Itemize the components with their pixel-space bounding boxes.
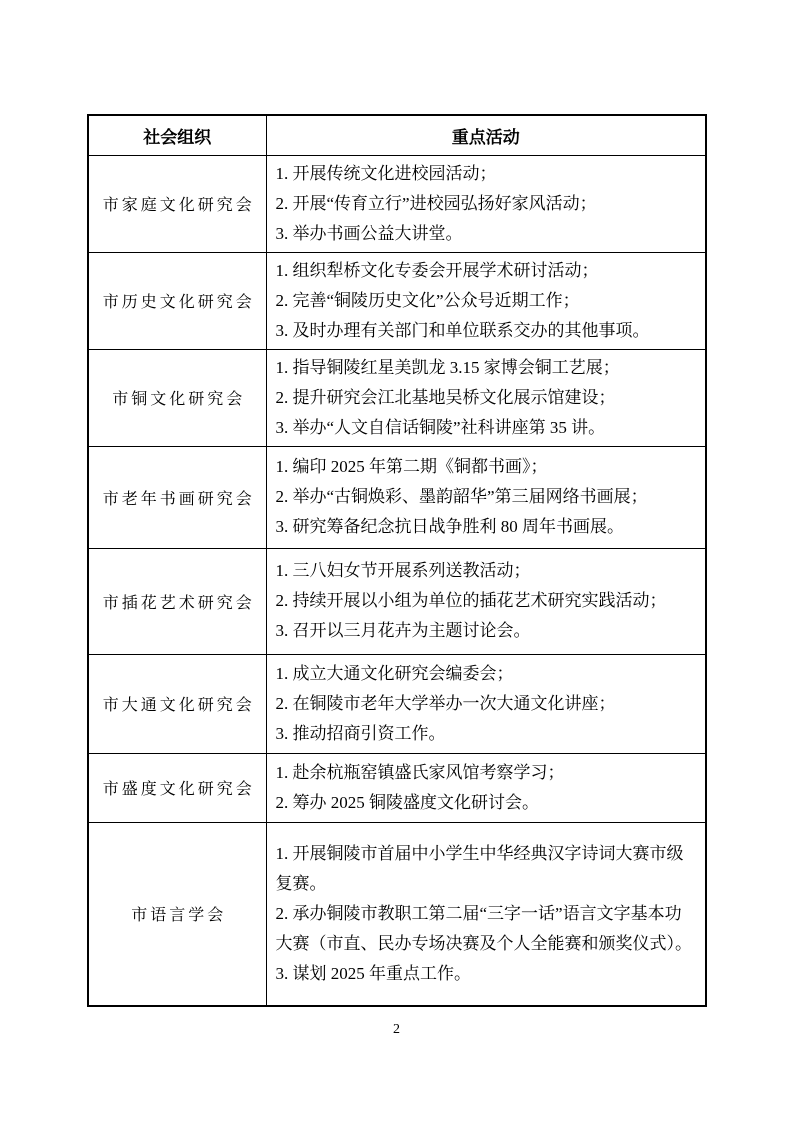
activity-item: 1. 组织犁桥文化专委会开展学术研讨活动； bbox=[275, 260, 599, 280]
header-cell-organization: 社会组织 bbox=[88, 115, 266, 155]
activity-item: 3. 研究筹备纪念抗日战争胜利 80 周年书画展。 bbox=[275, 517, 624, 536]
activity-item: 1. 指导铜陵红星美凯龙 3.15 家博会铜工艺展； bbox=[275, 357, 620, 377]
organization-name: 市插花艺术研究会 bbox=[88, 548, 266, 654]
activities-cell bbox=[266, 155, 706, 252]
activity-item: 2. 举办“古铜焕彩、墨韵韶华”第三届网络书画展； bbox=[275, 487, 648, 506]
activity-item: 1. 赴余杭瓶窑镇盛氏家风馆考察学习； bbox=[275, 762, 565, 782]
activity-item: 2. 开展“传育立行”进校园弘扬好家风活动； bbox=[275, 193, 597, 213]
activity-item: 2. 在铜陵市老年大学举办一次大通文化讲座； bbox=[275, 693, 616, 713]
table-header-row bbox=[88, 115, 706, 155]
table-row bbox=[88, 155, 706, 252]
organization-name: 市家庭文化研究会 bbox=[88, 155, 266, 252]
organization-name: 市老年书画研究会 bbox=[88, 446, 266, 548]
table-row bbox=[88, 822, 706, 1006]
activity-item: 2. 提升研究会江北基地吴桥文化展示馆建设； bbox=[275, 387, 616, 407]
organization-name: 市历史文化研究会 bbox=[88, 252, 266, 349]
activities-cell bbox=[266, 654, 706, 753]
activity-item: 1. 成立大通文化研究会编委会； bbox=[275, 663, 514, 683]
activity-item: 2. 筹办 2025 铜陵盛度文化研讨会。 bbox=[275, 792, 539, 812]
table-row bbox=[88, 252, 706, 349]
table-row bbox=[88, 446, 706, 548]
table-row bbox=[88, 753, 706, 822]
organization-name: 市盛度文化研究会 bbox=[88, 753, 266, 822]
activities-table bbox=[87, 114, 707, 1007]
page-number: 2 bbox=[393, 1022, 400, 1037]
activity-item: 2. 完善“铜陵历史文化”公众号近期工作； bbox=[275, 290, 580, 310]
header-cell-activities: 重点活动 bbox=[266, 115, 706, 155]
activities-cell bbox=[266, 753, 706, 822]
activity-item: 3. 及时办理有关部门和单位联系交办的其他事项。 bbox=[275, 320, 650, 340]
activity-item: 3. 举办书画公益大讲堂。 bbox=[275, 223, 463, 243]
activity-item: 3. 举办“人文自信话铜陵”社科讲座第 35 讲。 bbox=[275, 417, 606, 437]
activities-cell bbox=[266, 822, 706, 1006]
activities-cell bbox=[266, 548, 706, 654]
activity-item: 1. 开展铜陵市首届中小学生中华经典汉字诗词大赛市级复赛。 bbox=[275, 843, 684, 893]
activity-item: 1. 编印 2025 年第二期《铜都书画》； bbox=[275, 457, 548, 476]
activity-item: 2. 承办铜陵市教职工第二届“三字一话”语言文字基本功大赛（市直、民办专场决赛及个人全能赛和颁奖仪式）。 bbox=[275, 903, 692, 953]
activity-item: 2. 持续开展以小组为单位的插花艺术研究实践活动； bbox=[275, 591, 667, 610]
activities-cell bbox=[266, 349, 706, 446]
table-body bbox=[88, 155, 706, 1006]
activity-item: 3. 推动招商引资工作。 bbox=[275, 723, 446, 743]
organization-name: 市大通文化研究会 bbox=[88, 654, 266, 753]
table-row bbox=[88, 548, 706, 654]
table-row bbox=[88, 654, 706, 753]
organization-name: 市铜文化研究会 bbox=[88, 349, 266, 446]
activity-item: 3. 召开以三月花卉为主题讨论会。 bbox=[275, 621, 531, 640]
activities-cell bbox=[266, 252, 706, 349]
activity-item: 3. 谋划 2025 年重点工作。 bbox=[275, 963, 471, 983]
table-row bbox=[88, 349, 706, 446]
activity-item: 1. 开展传统文化进校园活动； bbox=[275, 163, 497, 183]
activity-item: 1. 三八妇女节开展系列送教活动； bbox=[275, 561, 531, 580]
activities-cell bbox=[266, 446, 706, 548]
organization-name: 市语言学会 bbox=[88, 822, 266, 1006]
